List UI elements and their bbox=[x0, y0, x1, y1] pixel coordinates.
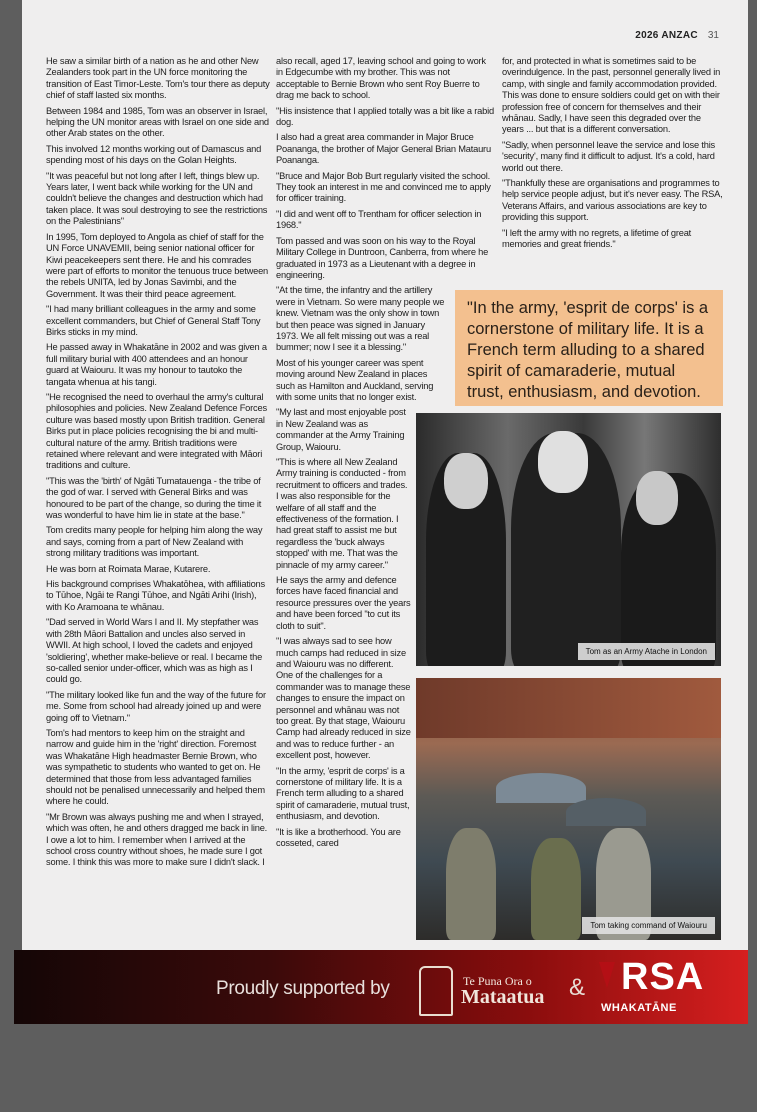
paragraph: "This was the 'birth' of Ngāti Tumatauenga - the tribe of the god of war. I served with General Birks and was honoured to be part of the change, so during the time it was wonderful to have him lie in state at the base." bbox=[46, 475, 262, 521]
paragraph: I also had a great area commander in Major Bruce Poananga, the brother of Major General Brian Matauru Poananga. bbox=[276, 132, 491, 166]
sponsor-footer: Proudly supported by Te Puna Ora o Mataatua & RSA WHAKATĀNE bbox=[14, 950, 748, 1024]
paragraph: "In the army, 'esprit de corps' is a cornerstone of military life. It is a French term alluding to a shared spirit of camaraderie, mutual trust, enthusiasm, and devotion. bbox=[276, 765, 410, 822]
ampersand: & bbox=[569, 974, 586, 1001]
paragraph: "Sadly, when personnel leave the service and lose this 'security', many find it difficult to adjust. It's a cold, hard world out there. bbox=[502, 139, 716, 173]
paragraph: He was born at Roimata Marae, Kutarere. bbox=[46, 563, 211, 574]
photo-caption: Tom as an Army Atache in London bbox=[578, 643, 715, 660]
paragraph: In 1995, Tom deployed to Angola as chief of staff for the UN Force UNAVEMII, being senior national officer for Kiwi peacekeepers sent there. He and his comrades were part of efforts to monitor the tenuous truce between the rebels UNITA, led by Jonas Savimbi, and the Government. It was their third peace agreement. bbox=[46, 231, 269, 299]
paragraph: Tom passed and was soon on his way to the Royal Military College in Duntroon, Canberra, from where he graduated in 1973 as a Lieutenant with a degree in engineering. bbox=[276, 235, 489, 280]
paragraph: "This is where all New Zealand Army training is conducted - from recruitment to officers and trades. I was also responsible for the welfare of all staff and the effectiveness of the formation. I had great staff to assist me but regardless the 'buck always stopped' with me. That was the pinnacle of my army career." bbox=[276, 457, 408, 570]
paragraph: "It was peaceful but not long after I left, things blew up. Years later, I went back while working for the UN and couldn't believe the changes and destruction which had taken place. It was soul destroying to see the restrictions on the Palestinians" bbox=[46, 170, 268, 227]
page-number: 31 bbox=[707, 30, 719, 41]
paragraph: "At the time, the infantry and the artillery were in Vietnam. So were many people we knew. Vietnam was the only show in town but then peace was signed in January 1973. We all felt missing out was a real bummer; now I see it a blessing." bbox=[276, 285, 445, 353]
supported-by-text: Proudly supported by bbox=[216, 978, 390, 999]
paragraph: Tom credits many people for helping him along the way and says, coming from a part of New Zealand with strong military traditions was important. bbox=[46, 525, 263, 559]
paragraph: "Mr Brown was always pushing me and when I strayed, which was often, he and others dragged me back in line. I owe a lot to him. I remember when I arrived at the school cross country without shoes, he made sure I got some. I think this was more to make sure I didn't slack. I bbox=[46, 811, 268, 868]
paragraph: "My last and most enjoyable post in New Zealand was as commander at the Army Training Group, Waiouru. bbox=[276, 407, 406, 452]
paragraph: "I left the army with no regrets, a lifetime of great memories and great friends." bbox=[502, 227, 692, 250]
photo-army-attache bbox=[416, 413, 721, 666]
paragraph: "I had many brilliant colleagues in the army and some excellent commanders, but Chief of General Staff Tony Birks sticks in my mind. bbox=[46, 304, 261, 337]
section-title: 2026 ANZAC bbox=[635, 30, 698, 41]
paragraph: "I was always sad to see how much camps had reduced in size and Waiouru was no different. One of the challenges for a commander was to manage these changes to ensure the impact on personnel and whānau was not too great. By that stage, Waiouru Camp had already reduced in size and was to reduce further - an excellent post, however. bbox=[276, 636, 411, 761]
paragraph: This involved 12 months working out of Damascus and spending most of his days on the Golan Heights. bbox=[46, 143, 262, 166]
article-column-1 bbox=[46, 56, 270, 873]
paragraph: He says the army and defence forces have faced financial and resource pressures over the years and have been forced "to cut its cloth to suit". bbox=[276, 575, 411, 631]
paragraph: Tom's had mentors to keep him on the straight and narrow and guide him in the 'right' direction. Foremost was Whakatāne High headmaster Bernie Brown, who was sympathetic to students who wanted to get on. He determined that those from less advantaged families should not be penalised unnecessarily and helped them where he could. bbox=[46, 727, 265, 807]
paragraph: His background comprises Whakatōhea, with affiliations to Tūhoe, Ngāi te Rangi Tūhoe, and Ngāti Arihi (Irish), with Ko Aramoana te whānau. bbox=[46, 579, 265, 612]
paragraph: He saw a similar birth of a nation as he and other New Zealanders took part in the UN force monitoring the transition of East Timor-Leste. Tom's tour there as deputy chief of staff lasted six months. bbox=[46, 56, 270, 101]
paragraph: Most of his younger career was spent moving around New Zealand in places such as Hamilton and Auckland, serving with some units that no longer exist. bbox=[276, 357, 434, 402]
paragraph: "His insistence that I applied totally was a bit like a rabid dog. bbox=[276, 105, 494, 128]
carving-icon bbox=[419, 966, 453, 1016]
paragraph: "The military looked like fun and the way of the future for me. Some from school had already joined up and were going off to Vietnam." bbox=[46, 689, 266, 723]
photo-caption: Tom taking command of Waiouru bbox=[582, 917, 715, 934]
paragraph: also recall, aged 17, leaving school and going to work in Edgecumbe with my brother. This was not acceptable to Bernie Brown who sent Roy Buerre to drag me back to school. bbox=[276, 56, 486, 101]
paragraph: "It is like a brotherhood. You are cosseted, cared bbox=[276, 826, 401, 848]
page-header bbox=[635, 30, 719, 41]
paragraph: "Bruce and Major Bob Burt regularly visited the school. They took an interest in me and convinced me to apply for officer training. bbox=[276, 170, 491, 204]
paragraph: "Thankfully these are organisations and programmes to help service people adjust, but it's never easy. The RSA, Veterans Affairs, and various associations are key to providing this support. bbox=[502, 178, 723, 223]
paragraph: "I did and went off to Trentham for officer selection in 1968." bbox=[276, 208, 482, 231]
paragraph: Between 1984 and 1985, Tom was an observer in Israel, helping the UN monitor areas with Israel on one side and other Arab states on the other. bbox=[46, 105, 269, 139]
paragraph: "Dad served in World Wars I and II. My stepfather was with 28th Māori Battalion and uncles also served in WWII. At high school, I loved the cadets and enjoyed 'soldiering', whether make-believe or real. I became the so-called senior under-officer, which was as high as I could go. bbox=[46, 617, 263, 685]
paragraph: "He recognised the need to overhaul the army's cultural philosophies and policies. New Zealand Defence Forces culture was based mostly upon British tradition. General Birks put in place policies recognising the bi and multi-cultural nature of the army. British traditions were retained where relevant and were integrated with Māori traditions and culture. bbox=[46, 391, 267, 471]
article-column-3 bbox=[502, 56, 724, 255]
paragraph: for, and protected in what is sometimes said to be overindulgence. In the past, personnel generally lived in camp, with single and family accommodation provided. This was done to ensure soldiers could get on with their profession free of concern for themselves and their whānau. Sadly, I have seen this degraded over the years ... but that is a different conversation. bbox=[502, 56, 721, 135]
pull-quote: "In the army, 'esprit de corps' is a cornerstone of military life. It is a French term alluding to a shared spirit of camaraderie, mutual trust, enthusiasm, and devotion. bbox=[455, 290, 723, 406]
poppy-icon bbox=[599, 962, 615, 988]
photo-taking-command bbox=[416, 678, 721, 940]
paragraph: He passed away in Whakatāne in 2002 and was given a full military burial with 400 attendees and an honour guard at Waiouru. It was my honour to tautoko the tangata whenua at his tangi. bbox=[46, 342, 267, 387]
